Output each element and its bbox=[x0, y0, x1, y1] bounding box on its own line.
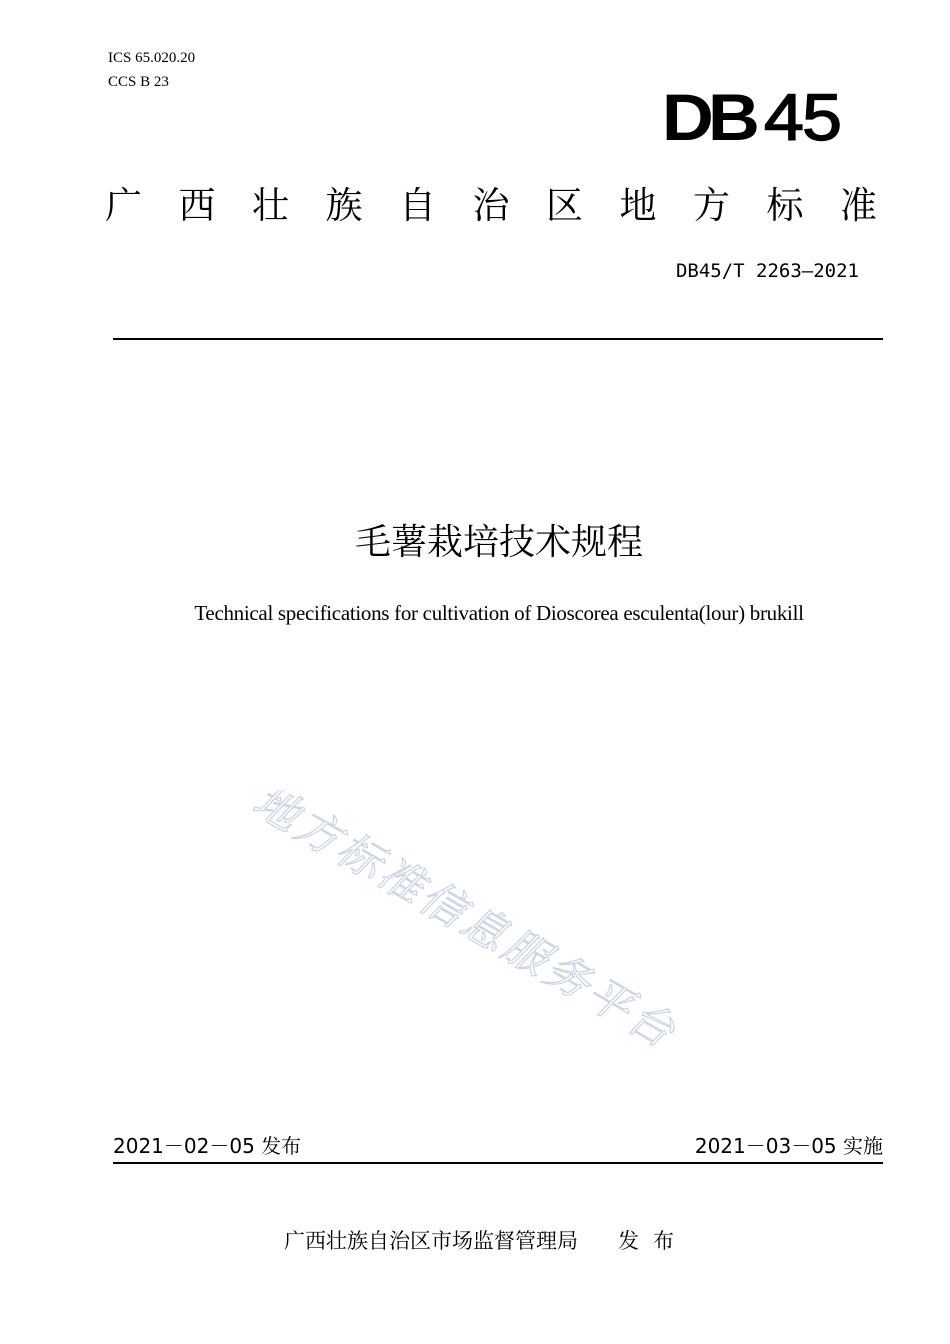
issue-date: 2021－02－05 发布 bbox=[113, 1134, 302, 1158]
document-title-en: Technical specifications for cultivation of Dioscorea esculenta(lour) brukill bbox=[194, 601, 804, 625]
standard-type-title bbox=[105, 180, 877, 232]
classification-codes bbox=[108, 46, 195, 94]
standard-type-char: 区 bbox=[546, 184, 583, 227]
issue-action: 发布 bbox=[618, 1229, 688, 1253]
standard-type-char: 自 bbox=[399, 184, 436, 227]
issuing-authority bbox=[0, 1227, 950, 1255]
standard-type-char: 标 bbox=[766, 184, 804, 227]
logo-db: DB bbox=[661, 81, 754, 155]
standard-type-char: 族 bbox=[325, 184, 363, 227]
document-title-cn: 毛薯栽培技术规程 bbox=[354, 522, 643, 563]
bottom-divider bbox=[113, 1162, 883, 1164]
watermark-text: 地方标准信息服务平台 bbox=[244, 790, 686, 1060]
ccs-code: CCS B 23 bbox=[108, 74, 169, 90]
issuer-name: 广西壮族自治区市场监督管理局 bbox=[284, 1229, 578, 1253]
standard-type-char: 地 bbox=[619, 184, 657, 227]
logo-number: 45 bbox=[763, 81, 840, 155]
ics-code: ICS 65.020.20 bbox=[108, 50, 196, 66]
implementation-date: 2021－03－05 实施 bbox=[694, 1134, 883, 1158]
standard-type-char: 准 bbox=[840, 184, 877, 227]
db45-logo bbox=[662, 81, 840, 155]
top-divider bbox=[113, 338, 883, 340]
watermark bbox=[240, 790, 800, 1110]
standard-type-char: 治 bbox=[472, 184, 510, 227]
standard-type-char: 壮 bbox=[252, 184, 289, 227]
standard-number: DB45/T 2263—2021 bbox=[675, 260, 859, 282]
standard-type-char: 广 bbox=[105, 184, 142, 227]
standard-type-char: 方 bbox=[693, 184, 730, 227]
standard-type-char: 西 bbox=[178, 184, 216, 227]
